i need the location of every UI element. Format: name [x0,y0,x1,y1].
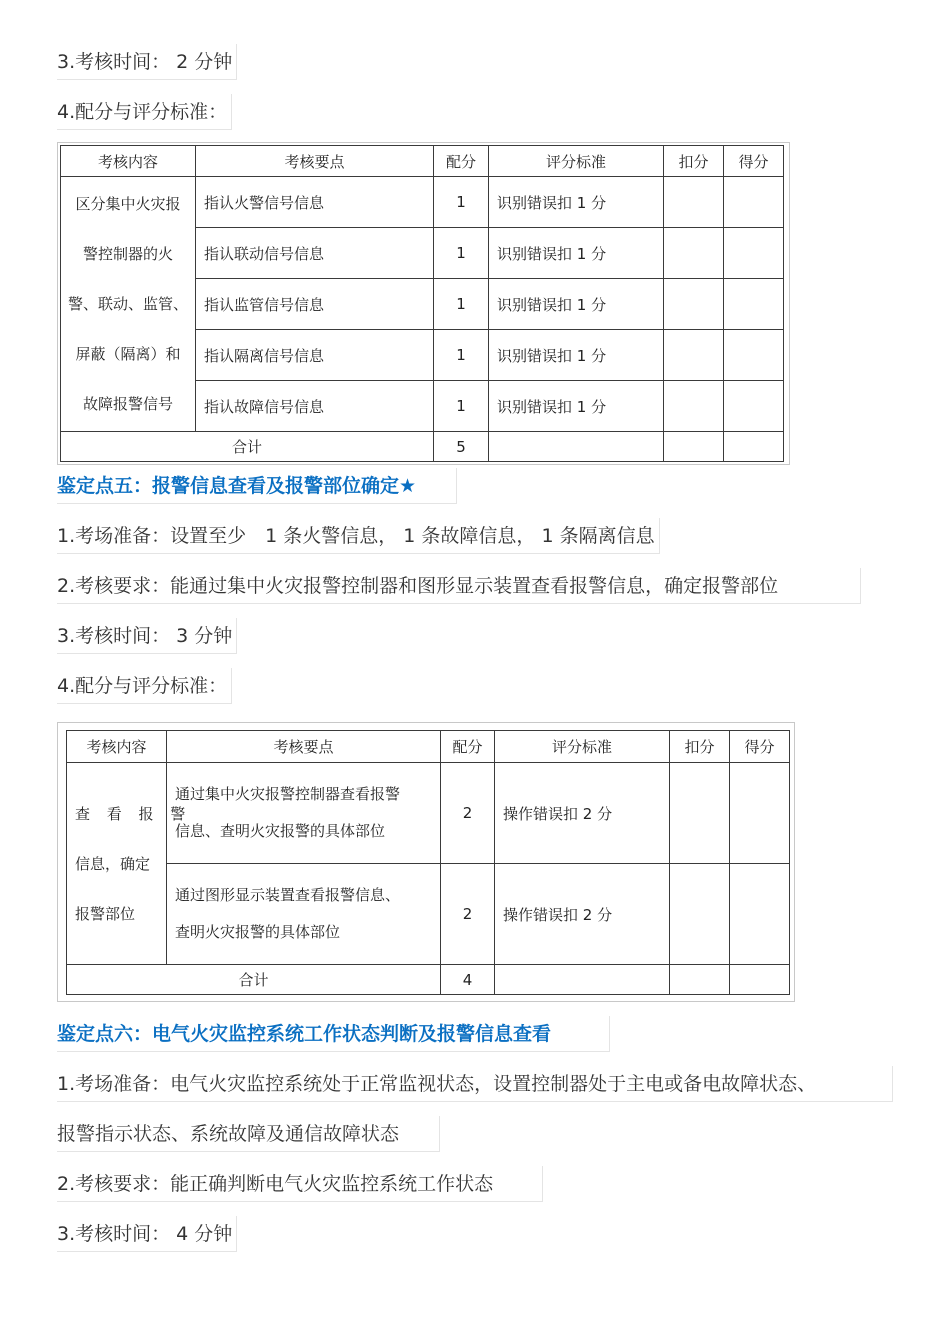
table1-earned-cell [724,279,784,330]
section6-heading: 鉴定点六：电气火灾监控系统工作状态判断及报警信息查看 [57,1016,610,1052]
table2-point-line: 信息、查明火灾报警的具体部位 [175,822,386,840]
table2-header-score: 配分 [441,731,495,763]
table2-total-label: 合计 [67,965,441,995]
table1-content-line: 屏蔽（隔离）和 [75,345,181,363]
table1-total-score: 5 [434,432,489,462]
section5-prep: 1.考场准备：设置至少 1 条火警信息， 1 条故障信息， 1 条隔离信息 [57,518,660,554]
exam-time-line [57,44,237,80]
table1-criteria: 识别错误扣 1 分 [489,381,664,432]
section5-heading: 鉴定点五：报警信息查看及报警部位确定★ [57,468,457,504]
table1-content-line: 警控制器的火 [82,245,173,263]
section6-prep-line1: 1.考场准备：电气火灾监控系统处于正常监视状态，设置控制器处于主电或备电故障状态、 [57,1066,893,1102]
table1-score: 1 [434,279,489,330]
table2-point-line: 通过图形显示装置查看报警信息、 [175,886,401,904]
table2-content-cell [67,763,192,965]
table1-score: 1 [434,330,489,381]
table2-content-line: 查 看 报 警 [75,804,192,823]
table2-score: 2 [441,864,495,965]
table1-criteria: 识别错误扣 1 分 [489,177,664,228]
table1-earned-cell [724,228,784,279]
table1-header-criteria: 评分标准 [489,146,664,177]
table1-point: 指认监管信号信息 [196,279,434,330]
section6-requirement: 2.考核要求：能正确判断电气火灾监控系统工作状态 [57,1166,543,1202]
section5-scoring-title: 4.配分与评分标准： [57,668,232,704]
exam-time-value: 2 分钟 [170,51,233,73]
table2-earned-cell [730,763,790,864]
table1-score: 1 [434,381,489,432]
table1-deduct-cell [664,177,724,228]
table1-earned-cell [724,330,784,381]
table1-criteria: 识别错误扣 1 分 [489,228,664,279]
section5-time: 3.考核时间： 3 分钟 [57,618,237,654]
table1-content-line: 故障报警信号 [82,395,173,413]
table1-header-content: 考核内容 [61,146,196,177]
table2-total-earned-cell [730,965,790,995]
table2-header-criteria: 评分标准 [495,731,670,763]
table2-content-line: 信息，确定 [75,854,151,873]
section6-time: 3.考核时间： 4 分钟 [57,1216,237,1252]
table2-point [167,864,441,965]
table2-header-point: 考核要点 [167,731,441,763]
section6-prep-line2: 报警指示状态、系统故障及通信故障状态 [57,1116,440,1152]
table1-deduct-cell [664,228,724,279]
table2-total-score: 4 [441,965,495,995]
table1-criteria: 识别错误扣 1 分 [489,330,664,381]
table2-header-earned: 得分 [730,731,790,763]
table1-score: 1 [434,177,489,228]
table2-header-deduct: 扣分 [670,731,730,763]
table1-header-score: 配分 [434,146,489,177]
table2-score: 2 [441,763,495,864]
table1-deduct-cell [664,330,724,381]
section5-requirement: 2.考核要求：能通过集中火灾报警控制器和图形显示装置查看报警信息，确定报警部位 [57,568,861,604]
table2-point-line: 通过集中火灾报警控制器查看报警 [175,785,401,803]
table1-criteria: 识别错误扣 1 分 [489,279,664,330]
table2-total-criteria-cell [495,965,670,995]
table1-content-line: 警、联动、监管、 [67,295,188,313]
scoring-title: 4.配分与评分标准： [57,94,232,130]
table1-header-deduct: 扣分 [664,146,724,177]
table2-deduct-cell [670,864,730,965]
table1-point: 指认火警信号信息 [196,177,434,228]
table1-content-cell [61,177,196,432]
table2-criteria: 操作错误扣 2 分 [495,763,670,864]
exam-time-label: 3.考核时间： [57,51,171,73]
table1-point: 指认联动信号信息 [196,228,434,279]
table2-point-line: 查明火灾报警的具体部位 [175,923,341,941]
table1-point: 指认故障信号信息 [196,381,434,432]
table1-content-line: 区分集中火灾报 [75,195,181,213]
table2-content-line: 报警部位 [75,904,136,923]
table1-earned-cell [724,177,784,228]
table1-earned-cell [724,381,784,432]
table1-total-criteria-cell [489,432,664,462]
table1-point: 指认隔离信号信息 [196,330,434,381]
table2-earned-cell [730,864,790,965]
table1-total-deduct-cell [664,432,724,462]
table2-deduct-cell [670,763,730,864]
table2-total-deduct-cell [670,965,730,995]
scoring-table-2 [66,730,790,995]
table1-header-point: 考核要点 [196,146,434,177]
table2-point [167,763,441,864]
table2-header-content: 考核内容 [67,731,167,763]
table1-total-earned-cell [724,432,784,462]
table1-header-earned: 得分 [724,146,784,177]
scoring-table-1 [60,145,784,462]
table2-criteria: 操作错误扣 2 分 [495,864,670,965]
table1-score: 1 [434,228,489,279]
table1-deduct-cell [664,279,724,330]
table1-deduct-cell [664,381,724,432]
table1-total-label: 合计 [61,432,434,462]
